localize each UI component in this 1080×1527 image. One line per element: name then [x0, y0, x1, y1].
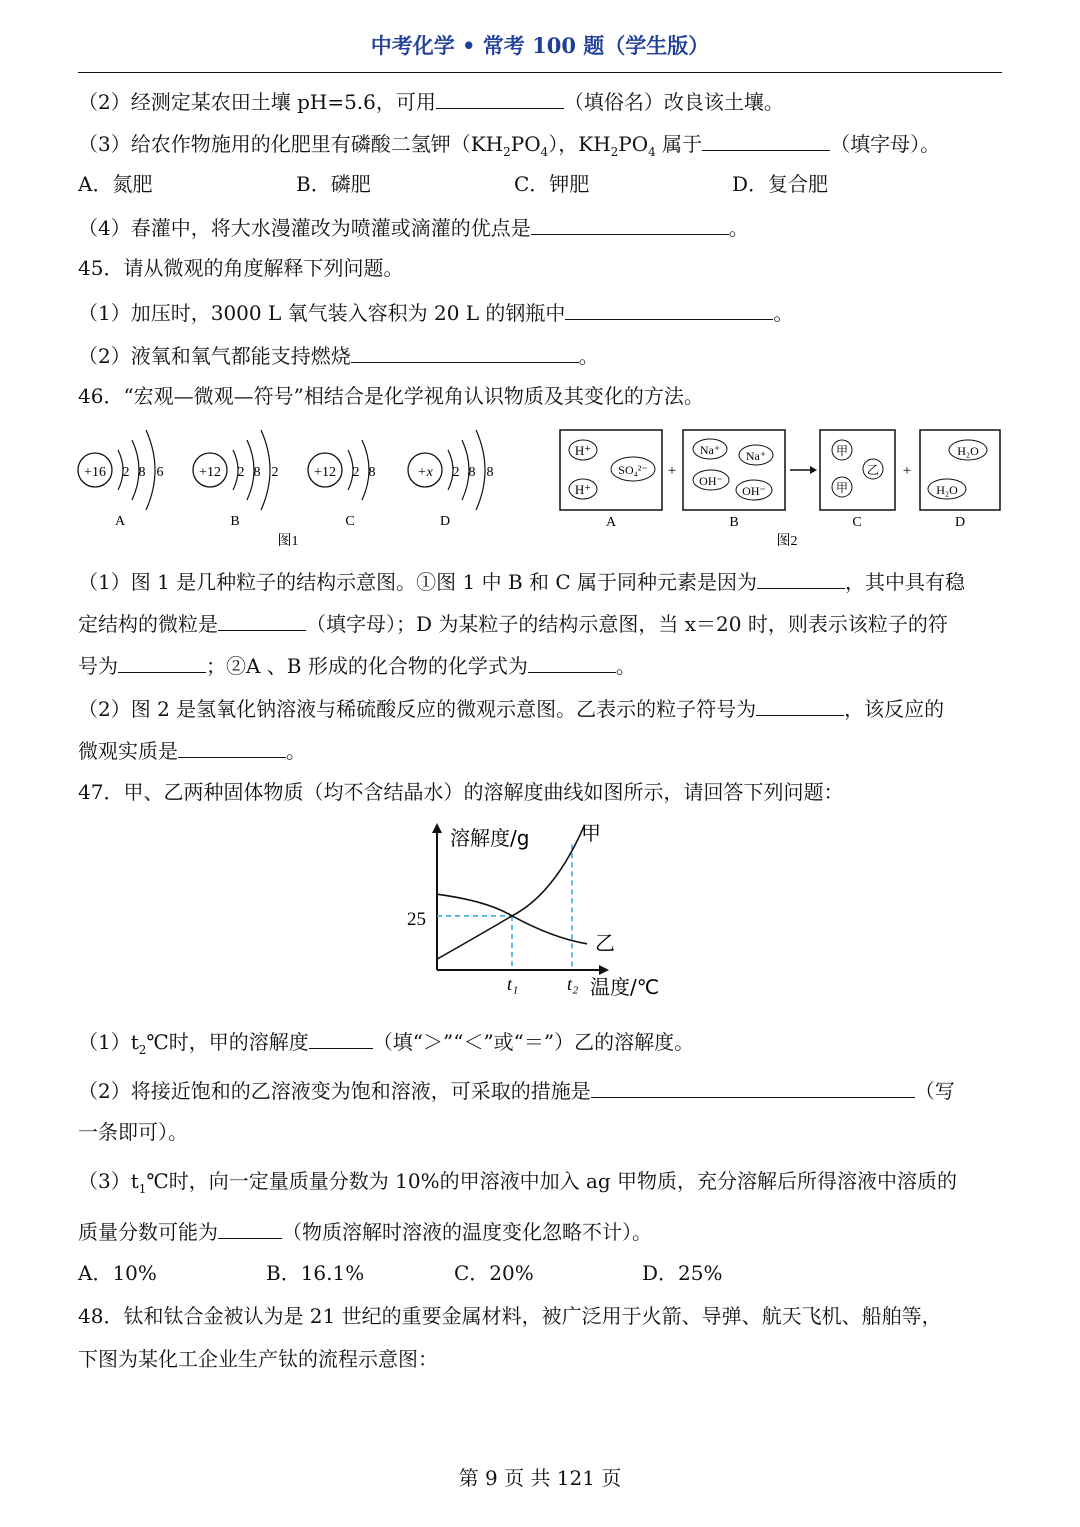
plus-sign: + — [667, 463, 677, 479]
answer-blank[interactable] — [351, 340, 579, 363]
shell-electrons: 8 — [253, 465, 261, 480]
shell-electrons: 2 — [352, 465, 360, 480]
option-a[interactable]: A．氮肥 — [78, 172, 153, 196]
shell-electrons: 6 — [156, 465, 164, 480]
answer-blank[interactable] — [756, 693, 844, 716]
q46-part1-line2: 定结构的微粒是 （填字母）；D 为某粒子的结构示意图，当 x＝20 时，则表示该粒子的符 — [78, 608, 1002, 638]
answer-blank[interactable] — [178, 735, 286, 758]
q47-options — [78, 1259, 1002, 1287]
figure-1-caption: 图1 — [277, 534, 299, 549]
atom-label: A — [114, 514, 126, 529]
atom-label: B — [230, 514, 240, 529]
nucleus-label: +x — [417, 465, 433, 480]
answer-blank[interactable] — [218, 1216, 282, 1239]
x-axis-label: 温度/℃ — [590, 975, 660, 999]
q48-line2: 下图为某化工企业生产钛的流程示意图： — [78, 1347, 438, 1371]
q46-part2-line1: （2）图 2 是氢氧化钠溶液与稀硫酸反应的微观示意图。乙表示的粒子符号为 ，该反应的 — [78, 693, 1002, 723]
answer-blank[interactable] — [591, 1075, 915, 1098]
shell-electrons: 8 — [486, 465, 494, 480]
nucleus-label: +12 — [199, 465, 221, 480]
q44-options — [78, 170, 1002, 198]
q47-part2-line1: （2）将接近饱和的乙溶液变为饱和溶液，可采取的措施是 （写 — [78, 1075, 1002, 1105]
ion-label: SO₄²⁻ — [618, 463, 648, 477]
option-a[interactable]: A．10% — [78, 1261, 157, 1285]
box-b — [683, 430, 785, 530]
atom-d — [408, 430, 494, 529]
x-axis-arrow-icon — [599, 965, 609, 975]
box-c — [820, 430, 895, 530]
answer-blank[interactable] — [757, 566, 845, 589]
answer-blank[interactable] — [436, 86, 564, 109]
answer-blank[interactable] — [309, 1026, 373, 1049]
q48-line1: 48．钛和钛合金被认为是 21 世纪的重要金属材料，被广泛用于火箭、导弹、航天飞机、船舶等， — [78, 1304, 942, 1328]
page-footer: 第 9 页 共 121 页 — [458, 1466, 622, 1490]
answer-blank[interactable] — [565, 297, 773, 320]
option-b[interactable]: B．磷肥 — [296, 172, 371, 196]
ion-label: Na⁺ — [699, 443, 721, 457]
ion-label: H₂O — [936, 483, 958, 497]
shell-electrons: 2 — [237, 465, 245, 480]
atom-a — [78, 430, 164, 529]
q47-part3-line2: 质量分数可能为 （物质溶解时溶液的温度变化忽略不计）。 — [78, 1216, 1002, 1246]
figure-2-caption: 图2 — [776, 534, 798, 549]
nucleus-label: +16 — [84, 465, 106, 480]
shell-electrons: 8 — [138, 465, 146, 480]
q45-stem: 45．请从微观的角度解释下列问题。 — [78, 256, 404, 280]
ion-label: 甲 — [835, 444, 849, 458]
series-label-yi: 乙 — [595, 931, 615, 955]
header-rule — [78, 72, 1002, 73]
y-axis-arrow-icon — [432, 823, 442, 833]
q44-part3: （3）给农作物施用的化肥里有磷酸二氢钾$(KH_2PO_4)$，$KH_2PO_4$ 属于 （填字母）。 — [78, 128, 1002, 166]
ion-label: H₂O — [957, 444, 979, 458]
chart-guides — [437, 844, 572, 970]
answer-blank[interactable] — [531, 212, 729, 235]
y-axis-label: 溶解度/g — [450, 826, 530, 850]
ion-label: H⁺ — [574, 482, 592, 497]
atom-label: C — [345, 514, 355, 529]
q45-part2: （2）液氧和氧气都能支持燃烧 。 — [78, 340, 1002, 370]
shell-electrons: 8 — [368, 465, 376, 480]
solubility-chart — [395, 818, 695, 1008]
nucleus-label: +12 — [314, 465, 336, 480]
q47-part1: $(1)t_2℃$时，甲的溶解度 （填“＞”“＜”或“＝”）乙的溶解度。 — [78, 1026, 1002, 1064]
q46-part1-line3: 号为 ；②A 、B 形成的化合物的化学式为 。 — [78, 650, 1002, 680]
q46-part1-line1: （1）图 1 是几种粒子的结构示意图。①图 1 中 B 和 C 属于同种元素是因为 ，其中具有稳 — [78, 566, 1002, 596]
x-tick-label: t₂ — [567, 974, 579, 994]
box-a — [560, 430, 662, 530]
x-tick-label: t₁ — [507, 974, 519, 994]
answer-blank[interactable] — [702, 128, 830, 151]
option-b[interactable]: B．16.1% — [266, 1261, 365, 1285]
answer-blank[interactable] — [218, 608, 306, 631]
ion-label: OH⁻ — [699, 474, 723, 488]
box-label: A — [605, 515, 617, 530]
shell-electrons: 2 — [452, 465, 460, 480]
q45-part1: （1）加压时，3000 L 氧气装入容积为 20 L 的钢瓶中 。 — [78, 297, 1002, 327]
ion-label: 乙 — [866, 463, 880, 477]
q46-part2-line2: 微观实质是 。 — [78, 735, 1002, 765]
box-label: C — [852, 515, 862, 530]
shell-electrons: 8 — [468, 465, 476, 480]
y-tick-label: 25 — [407, 909, 426, 930]
shell-electrons: 2 — [271, 465, 279, 480]
answer-blank[interactable] — [528, 650, 616, 673]
ion-label: OH⁻ — [742, 484, 766, 498]
page-header: 中考化学 • 常考 100 题（学生版） — [370, 33, 710, 58]
series-label-jia: 甲 — [581, 821, 601, 845]
option-d[interactable]: D．复合肥 — [732, 172, 829, 196]
shell-electrons: 2 — [122, 465, 130, 480]
box-d — [920, 430, 1000, 530]
figure-2-reaction-diagram — [555, 425, 1005, 555]
figure-1-atom-diagrams — [70, 420, 510, 555]
atom-b — [193, 430, 279, 529]
q47-part3-line1: $(3)t_1℃$时，向一定量质量分数为 10%的甲溶液中加入 ag 甲物质，充分溶解后所得溶液中溶质的 — [78, 1169, 958, 1196]
ion-label: Na⁺ — [745, 449, 767, 463]
answer-blank[interactable] — [118, 650, 206, 673]
q47-stem: 47．甲、乙两种固体物质（均不含结晶水）的溶解度曲线如图所示，请回答下列问题： — [78, 780, 844, 804]
plus-sign: + — [902, 463, 912, 479]
q47-part2-line2: 一条即可）。 — [78, 1120, 188, 1144]
box-label: D — [954, 515, 966, 530]
atom-c — [308, 440, 376, 529]
q44-part2: （2）经测定某农田土壤 pH=5.6，可用 （填俗名）改良该土壤。 — [78, 86, 1002, 116]
option-c[interactable]: C．20% — [454, 1261, 534, 1285]
q46-stem: 46．“宏观—微观—符号”相结合是化学视角认识物质及其变化的方法。 — [78, 384, 704, 408]
ion-label: H⁺ — [574, 443, 592, 458]
box-label: B — [729, 515, 739, 530]
option-c[interactable]: C．钾肥 — [514, 172, 590, 196]
ion-label: 甲 — [835, 481, 849, 495]
q44-part4: （4）春灌中，将大水漫灌改为喷灌或滴灌的优点是 。 — [78, 212, 1002, 242]
option-d[interactable]: D．25% — [642, 1261, 723, 1285]
atom-label: D — [439, 514, 451, 529]
